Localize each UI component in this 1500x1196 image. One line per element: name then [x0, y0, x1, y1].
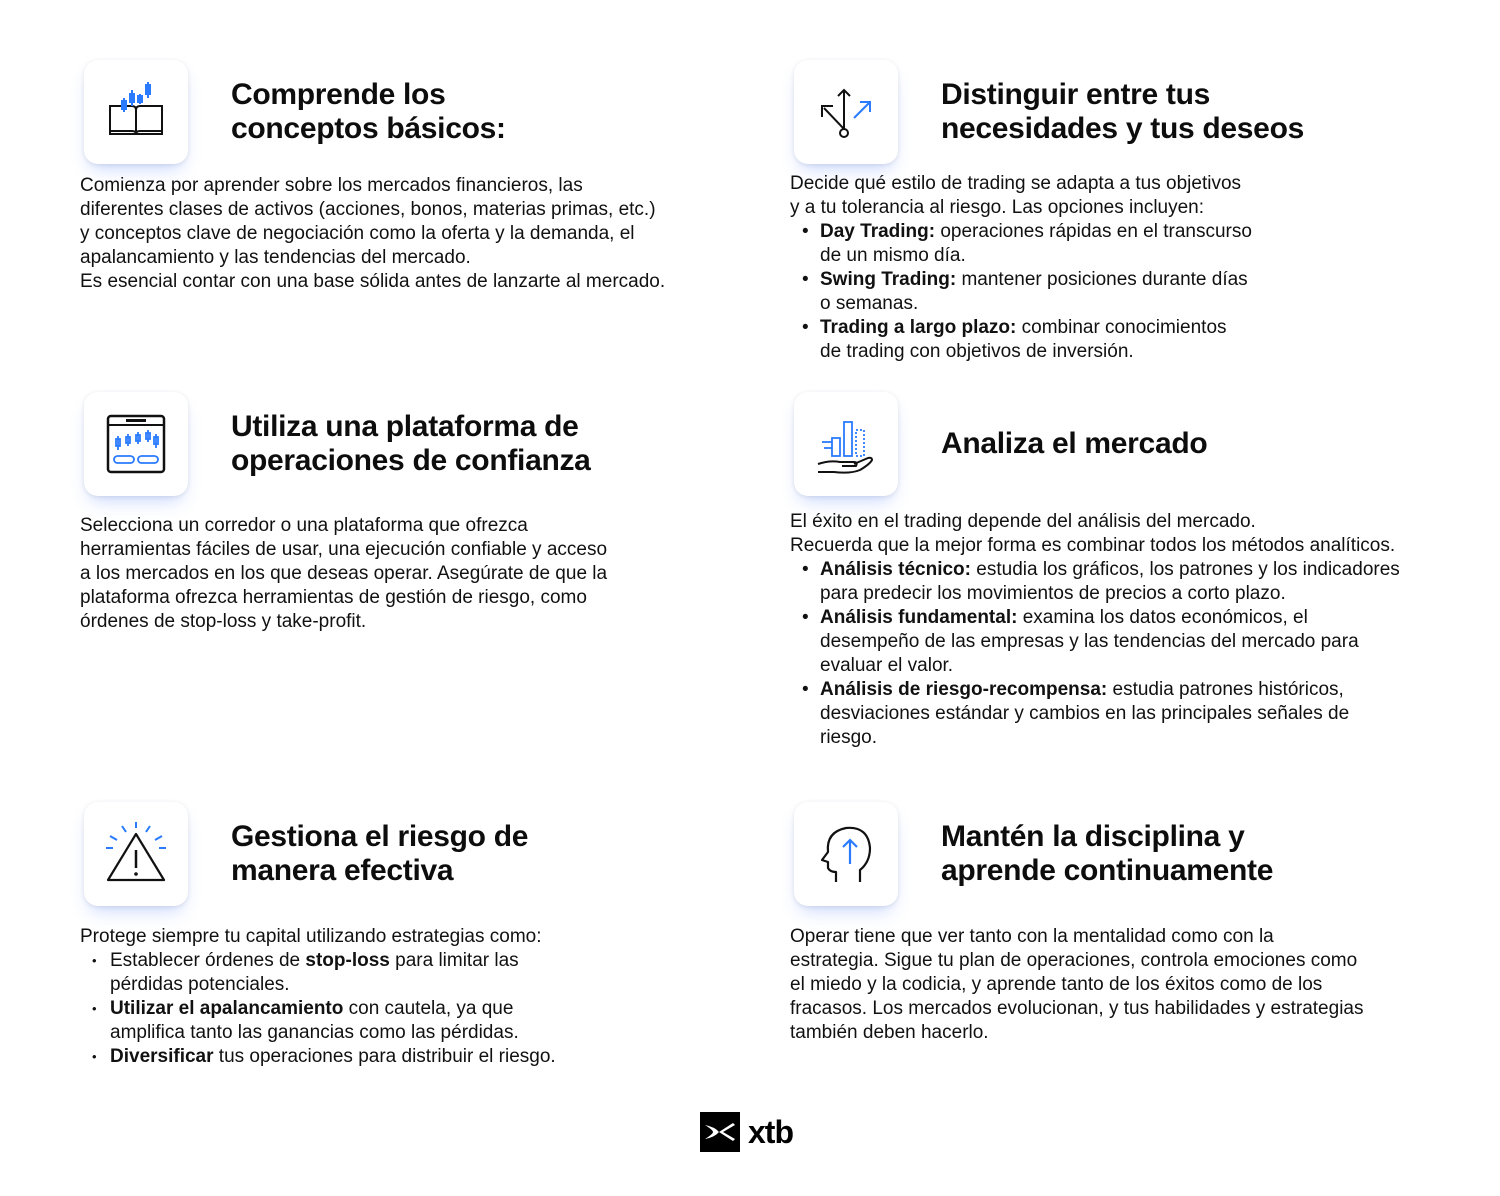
body-line: diferentes clases de activos (acciones, bonos, materias primas, etc.) [80, 199, 656, 220]
title-line: aprende continuamente [941, 854, 1274, 887]
bullet-text: combinar conocimientos [1016, 317, 1227, 338]
bullet-text: estudia patrones históricos, [1107, 679, 1344, 700]
body-line: herramientas fáciles de usar, una ejecución confiable y acceso [80, 539, 608, 560]
body-line: Recuerda que la mejor forma es combinar todos los métodos analíticos. [790, 535, 1396, 556]
section-title-analysis [941, 427, 1207, 461]
bullet-text: de trading con objetivos de inversión. [820, 341, 1134, 362]
list-item [790, 678, 1490, 750]
section-title-platform [231, 410, 591, 478]
section-body-discipline [790, 925, 1363, 1045]
xtb-logo [700, 1112, 793, 1152]
body-line: y a tu tolerancia al riesgo. Las opciones incluyen: [790, 197, 1205, 218]
title-line: Comprende los [231, 78, 446, 111]
warning-triangle-icon [100, 818, 172, 890]
icon-card-concepts [84, 60, 188, 164]
bullet-text: desempeño de las empresas y las tendencias del mercado para [820, 631, 1359, 652]
list-item [80, 997, 700, 1045]
bullet-bold: Análisis fundamental: [820, 607, 1018, 628]
bullet-text: amplifica tanto las ganancias como las pérdidas. [110, 1022, 519, 1043]
bullet-text: o semanas. [820, 293, 919, 314]
section-title-discipline [941, 820, 1273, 888]
bullet-text: pérdidas potenciales. [110, 974, 290, 995]
bullet-bold: stop-loss [305, 950, 390, 971]
body-line: fracasos. Los mercados evolucionan, y tus habilidades y estrategias [790, 998, 1364, 1019]
section-title-concepts [231, 78, 506, 146]
title-line: manera efectiva [231, 854, 454, 887]
bullet-list [790, 558, 1490, 750]
bullet-text: riesgo. [820, 727, 878, 748]
title-line: Utiliza una plataforma de [231, 410, 579, 443]
section-title-risk [231, 820, 528, 888]
body-line: el miedo y la codicia, y aprende tanto de los éxitos como de los [790, 974, 1323, 995]
bullet-text: para predecir los movimientos de precios a corto plazo. [820, 583, 1286, 604]
body-line: estrategia. Sigue tu plan de operaciones, controla emociones como [790, 950, 1358, 971]
section-body-needs [790, 172, 1470, 364]
body-line: apalancamiento y las tendencias del mercado. [80, 247, 471, 268]
list-item [790, 558, 1490, 606]
bullet-text: para limitar las [389, 950, 519, 971]
bullet-bold: Diversificar [110, 1046, 214, 1067]
title-line: operaciones de confianza [231, 444, 591, 477]
body-line: Es esencial contar con una base sólida antes de lanzarte al mercado. [80, 271, 666, 292]
section-body-risk [80, 925, 700, 1069]
bullet-list [80, 949, 700, 1069]
icon-card-risk [84, 802, 188, 906]
title-line: Mantén la disciplina y [941, 820, 1245, 853]
body-line: plataforma ofrezca herramientas de gestión de riesgo, como [80, 587, 587, 608]
list-item [80, 1045, 700, 1069]
icon-card-needs [794, 60, 898, 164]
bullet-bold: Utilizar el apalancamiento [110, 998, 344, 1019]
bullet-list [790, 220, 1470, 364]
logo-text: xtb [748, 1113, 793, 1150]
bullet-text: desviaciones estándar y cambios en las principales señales de [820, 703, 1350, 724]
body-line: Operar tiene que ver tanto con la mentalidad como con la [790, 926, 1274, 947]
hand-bar-chart-icon [810, 408, 882, 480]
body-line: órdenes de stop-loss y take-profit. [80, 611, 367, 632]
title-line: Gestiona el riesgo de [231, 820, 529, 853]
bullet-text: mantener posiciones durante días [956, 269, 1248, 290]
section-body-platform [80, 514, 607, 634]
icon-card-discipline [794, 802, 898, 906]
body-line: y conceptos clave de negociación como la oferta y la demanda, el [80, 223, 635, 244]
bullet-bold: Day Trading: [820, 221, 936, 242]
body-line: Comienza por aprender sobre los mercados financieros, las [80, 175, 583, 196]
body-line: El éxito en el trading depende del análisis del mercado. [790, 511, 1256, 532]
title-line: necesidades y tus deseos [941, 112, 1304, 145]
bullet-bold: Swing Trading: [820, 269, 957, 290]
candlestick-book-icon [100, 76, 172, 148]
icon-card-analysis [794, 392, 898, 496]
bullet-text: operaciones rápidas en el transcurso [935, 221, 1252, 242]
icon-card-platform [84, 392, 188, 496]
bullet-bold: Análisis de riesgo-recompensa: [820, 679, 1108, 700]
body-line: Selecciona un corredor o una plataforma que ofrezca [80, 515, 528, 536]
bullet-bold: Trading a largo plazo: [820, 317, 1017, 338]
body-line: también deben hacerlo. [790, 1022, 989, 1043]
list-item [80, 949, 700, 997]
section-body-concepts [80, 174, 665, 294]
section-body-analysis [790, 510, 1490, 750]
list-item [790, 268, 1470, 316]
title-line: Distinguir entre tus [941, 78, 1211, 111]
list-item [790, 606, 1490, 678]
bullet-text: examina los datos económicos, el [1017, 607, 1308, 628]
xtb-logo-icon [700, 1112, 740, 1152]
list-item [790, 316, 1470, 364]
bullet-bold: Análisis técnico: [820, 559, 971, 580]
bullet-text: tus operaciones para distribuir el riesgo. [213, 1046, 556, 1067]
bullet-text: con cautela, ya que [343, 998, 514, 1019]
branching-arrows-icon [810, 76, 882, 148]
body-line: Protege siempre tu capital utilizando estrategias como: [80, 926, 542, 947]
bullet-text: de un mismo día. [820, 245, 966, 266]
body-line: Decide qué estilo de trading se adapta a tus objetivos [790, 173, 1242, 194]
body-line: a los mercados en los que deseas operar. Asegúrate de que la [80, 563, 608, 584]
trading-platform-icon [100, 408, 172, 480]
list-item [790, 220, 1470, 268]
section-title-needs [941, 78, 1304, 146]
head-arrow-up-icon [810, 818, 882, 890]
bullet-text: estudia los gráficos, los patrones y los indicadores [971, 559, 1400, 580]
bullet-text: Establecer órdenes de [110, 950, 306, 971]
title-line: Analiza el mercado [941, 427, 1208, 460]
title-line: conceptos básicos: [231, 112, 506, 145]
bullet-text: evaluar el valor. [820, 655, 954, 676]
